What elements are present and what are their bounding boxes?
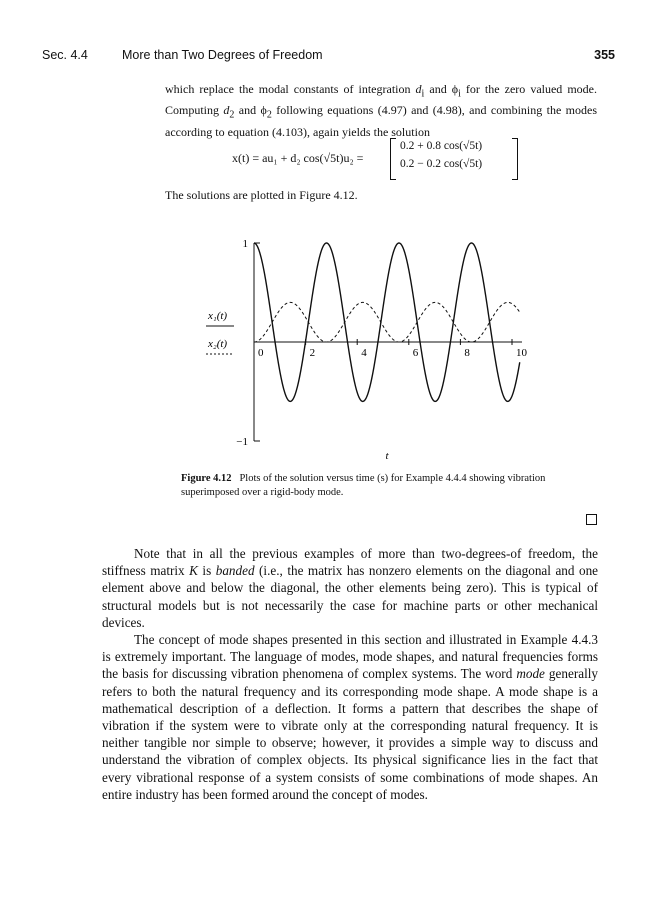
y-tick-label: 1 xyxy=(242,238,248,250)
intro-paragraph: which replace the modal constants of integration $d_i$ and $\phi_i$ for the zero valued mode. Computing $d_2$ and $\phi_2$ following equations (4.97) and (4.98), and combining the modes according to equation (4.103), again yields the solution xyxy=(165,82,598,139)
section-label: Sec. 4.4 xyxy=(42,48,88,62)
y-tick-label: −1 xyxy=(236,436,248,448)
figure-caption xyxy=(181,472,561,500)
x-tick-label: 10 xyxy=(516,347,527,359)
x-tick-label: 8 xyxy=(464,347,470,359)
vector-row-2: 0.2 − 0.2 cos(√5t) xyxy=(400,158,483,170)
caption-text: Plots of the solution versus time (s) for Example 4.4.4 showing vibration superimposed over a rigid-body mode. xyxy=(181,473,546,498)
series-x1-line xyxy=(254,243,520,401)
solution-plot xyxy=(190,233,540,465)
paragraph-1: Note that in all the previous examples of more than two-degrees-of freedom, the stiffness matrix K is banded (i.e., the matrix has nonzero elements on the diagonal and one element above and below the diagonal, the other elements being zero). This is typical of structural models but is not necessarily the case for machine parts or other mechanical devices. xyxy=(102,546,599,630)
figure-label: Figure 4.12 xyxy=(181,473,232,484)
legend-label-x1: x₁(t) xyxy=(208,310,228,322)
vector-row-1: 0.2 + 0.8 cos(√5t) xyxy=(400,140,483,152)
end-of-example-box xyxy=(586,514,597,525)
running-header xyxy=(42,48,615,66)
solution-vector xyxy=(390,138,518,180)
series-x2-line xyxy=(254,302,520,342)
chapter-title: More than Two Degrees of Freedom xyxy=(122,48,323,62)
left-bracket xyxy=(390,138,396,180)
right-bracket xyxy=(512,138,518,180)
x-tick-label: 6 xyxy=(412,347,419,359)
legend-label-x2: x₂(t) xyxy=(208,338,228,350)
y-ticks xyxy=(236,238,260,448)
x-tick-label: 0 xyxy=(258,347,264,359)
x-axis-label: t xyxy=(385,450,389,462)
page-number: 355 xyxy=(594,48,615,62)
plot-sentence: The solutions are plotted in Figure 4.12. xyxy=(165,188,358,202)
x-tick-label: 2 xyxy=(309,347,316,359)
paragraph-2: The concept of mode shapes presented in this section and illustrated in Example 4.4.3 is extremely important. The language of modes, mode shapes, and natural frequencies forms the basis for discussing vibration phenomena of complex systems. The word mode generally refers to both the natural frequency and its corresponding mode shape. A mode shape is a mathematical description of a deflection. It forms a pattern that describes the shape of vibration if the system were to vibrate only at the corresponding natural frequency. It is neither tangible nor simple to observe; however, it provides a simple way to discuss and understand the vibration of complex objects. Its physical significance lies in the fact that every vibrational response of a system consists of some combinations of mode shapes. An entire industry has been formed around the concept of modes. xyxy=(102,632,598,802)
x-tick-label: 4 xyxy=(361,347,367,359)
body-text xyxy=(102,545,598,803)
equation-lhs: x(t) = au₁ + d₂ cos(√5t)u₂ = xyxy=(232,151,364,165)
